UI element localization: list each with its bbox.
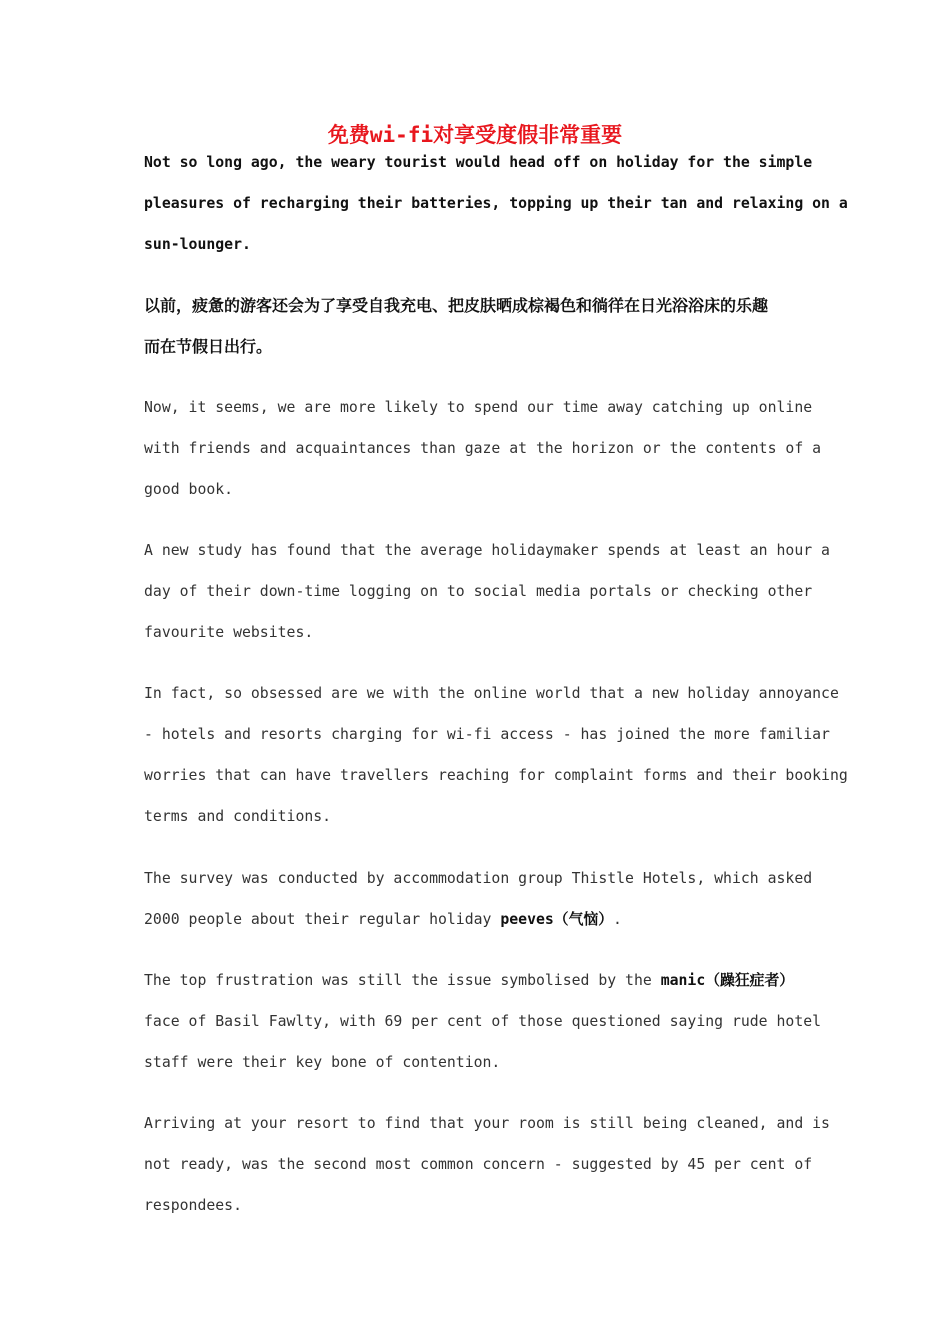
text-line xyxy=(144,960,816,1001)
text-segment: The top frustration was still the issue symbolised by the xyxy=(144,972,661,989)
paragraph-frustration xyxy=(144,960,822,1083)
text-line: Not so long ago, the weary tourist would head off on holiday for the simple xyxy=(144,154,813,171)
text-line: face of Basil Fawlty, with 69 per cent of those questioned saying rude hotel xyxy=(144,1013,822,1030)
paragraph-study xyxy=(144,530,830,653)
text-segment: . xyxy=(613,911,622,928)
text-line: sun-lounger. xyxy=(144,236,251,253)
vocab-gloss: （气恼） xyxy=(553,911,613,928)
text-line: - hotels and resorts charging for wi-fi access - has joined the more familiar xyxy=(144,726,830,743)
document-title: 免费wi-fi对享受度假非常重要 xyxy=(327,123,623,147)
text-line: good book. xyxy=(144,481,234,498)
text-line: 以前，疲惫的游客还会为了享受自我充电、把皮肤晒成棕褐色和徜徉在日光浴浴床的乐趣 xyxy=(144,296,769,315)
text-line: A new study has found that the average holidaymaker spends at least an hour a xyxy=(144,542,830,559)
paragraph-survey xyxy=(144,858,816,940)
paragraph-room-not-ready xyxy=(144,1103,830,1226)
text-line: The survey was conducted by accommodation group Thistle Hotels, which asked xyxy=(144,870,813,887)
text-line: 而在节假日出行。 xyxy=(144,337,273,356)
text-line: with friends and acquaintances than gaze at the horizon or the contents of a xyxy=(144,440,822,457)
text-line: Arriving at your resort to find that your room is still being cleaned, and is xyxy=(144,1115,830,1132)
vocab-word: manic xyxy=(660,972,706,989)
paragraph-english-intro xyxy=(144,142,848,265)
text-line: favourite websites. xyxy=(144,624,314,641)
text-line: worries that can have travellers reaching for complaint forms and their booking xyxy=(144,767,848,784)
text-line: Now, it seems, we are more likely to spend our time away catching up online xyxy=(144,399,813,416)
text-line: not ready, was the second most common concern - suggested by 45 per cent of xyxy=(144,1156,813,1173)
text-line xyxy=(144,899,816,940)
vocab-gloss: （躁狂症者） xyxy=(705,972,795,989)
text-line: day of their down-time logging on to social media portals or checking other xyxy=(144,583,813,600)
text-line: pleasures of recharging their batteries, topping up their tan and relaxing on a xyxy=(144,195,848,212)
text-line: In fact, so obsessed are we with the online world that a new holiday annoyance xyxy=(144,685,839,702)
paragraph-chinese-translation xyxy=(144,285,816,367)
text-line: staff were their key bone of contention. xyxy=(144,1054,501,1071)
paragraph-online xyxy=(144,387,822,510)
paragraph-wifi-annoyance xyxy=(144,673,848,837)
vocab-word: peeves xyxy=(500,911,554,928)
text-line: terms and conditions. xyxy=(144,808,332,825)
text-segment: 2000 people about their regular holiday xyxy=(144,911,501,928)
text-line: respondees. xyxy=(144,1197,242,1214)
